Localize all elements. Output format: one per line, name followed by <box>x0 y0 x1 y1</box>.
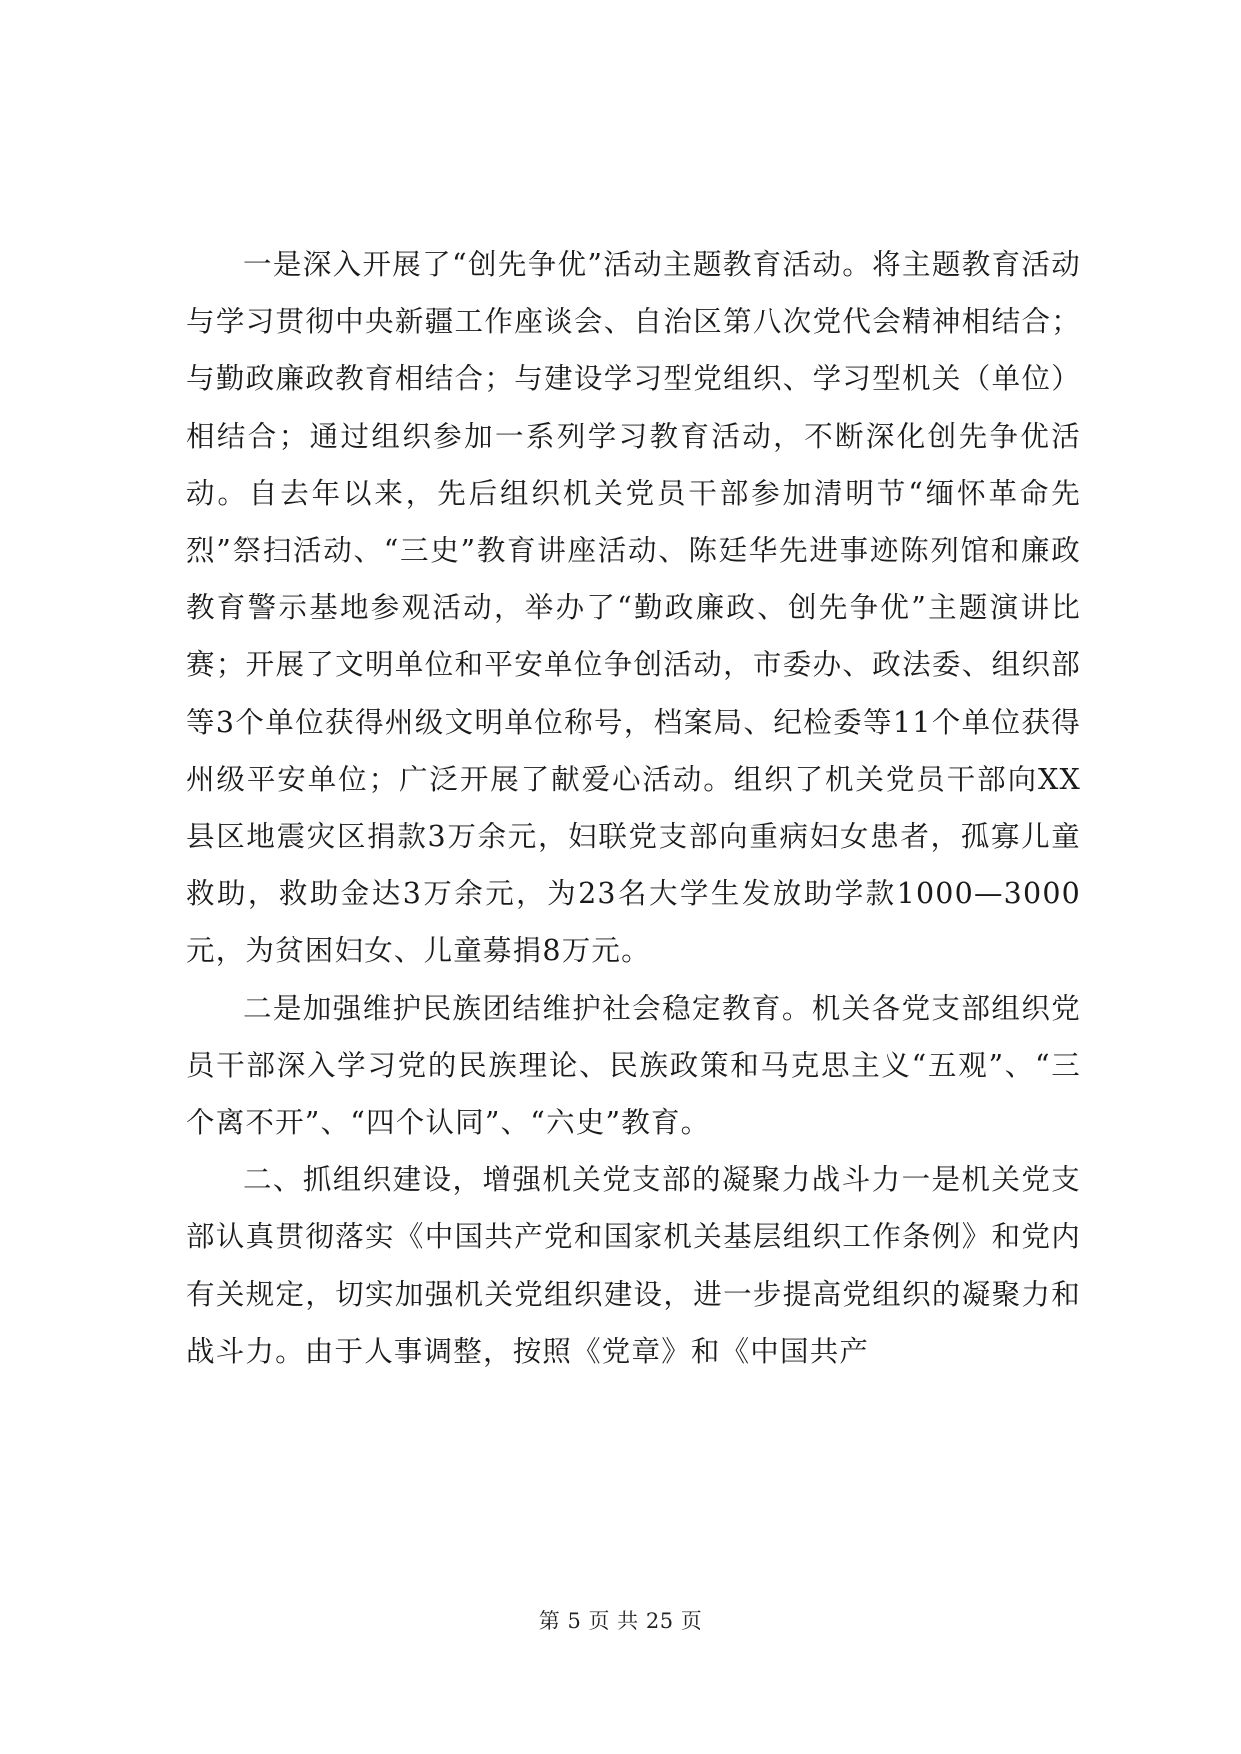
paragraph-organization-building: 二、抓组织建设，增强机关党支部的凝聚力战斗力一是机关党支部认真贯彻落实《中国共产党和国家机关基层组织工作条例》和党内有关规定，切实加强机关党组织建设，进一步提高党组织的凝聚力和战斗力。由于人事调整，按照《党章》和《中国共产 <box>186 1163 1081 1368</box>
page-footer <box>0 1606 1241 1636</box>
document-body <box>186 236 1081 1380</box>
paragraph-activities: 一是深入开展了“创先争优”活动主题教育活动。将主题教育活动与学习贯彻中央新疆工作座谈会、自治区第八次党代会精神相结合；与勤政廉政教育相结合；与建设学习型党组织、学习型机关（单位）相结合；通过组织参加一系列学习教育活动，不断深化创先争优活动。自去年以来，先后组织机关党员干部参加清明节“缅怀革命先烈”祭扫活动、“三史”教育讲座活动、陈廷华先进事迹陈列馆和廉政教育警示基地参观活动，举办了“勤政廉政、创先争优”主题演讲比赛；开展了文明单位和平安单位争创活动，市委办、政法委、组织部等3个单位获得州级文明单位称号，档案局、纪检委等11个单位获得州级平安单位；广泛开展了献爱心活动。组织了机关党员干部向XX县区地震灾区捐款3万余元，妇联党支部向重病妇女患者，孤寡儿童救助，救助金达3万余元，为23名大学生发放助学款1000—3000元，为贫困妇女、儿童募捐8万元。 <box>186 248 1081 968</box>
paragraph-ethnic-unity: 二是加强维护民族团结维护社会稳定教育。机关各党支部组织党员干部深入学习党的民族理论、民族政策和马克思主义“五观”、“三个离不开”、“四个认同”、“六史”教育。 <box>186 991 1081 1140</box>
page-number: 第 5 页 共 25 页 <box>538 1609 703 1633</box>
